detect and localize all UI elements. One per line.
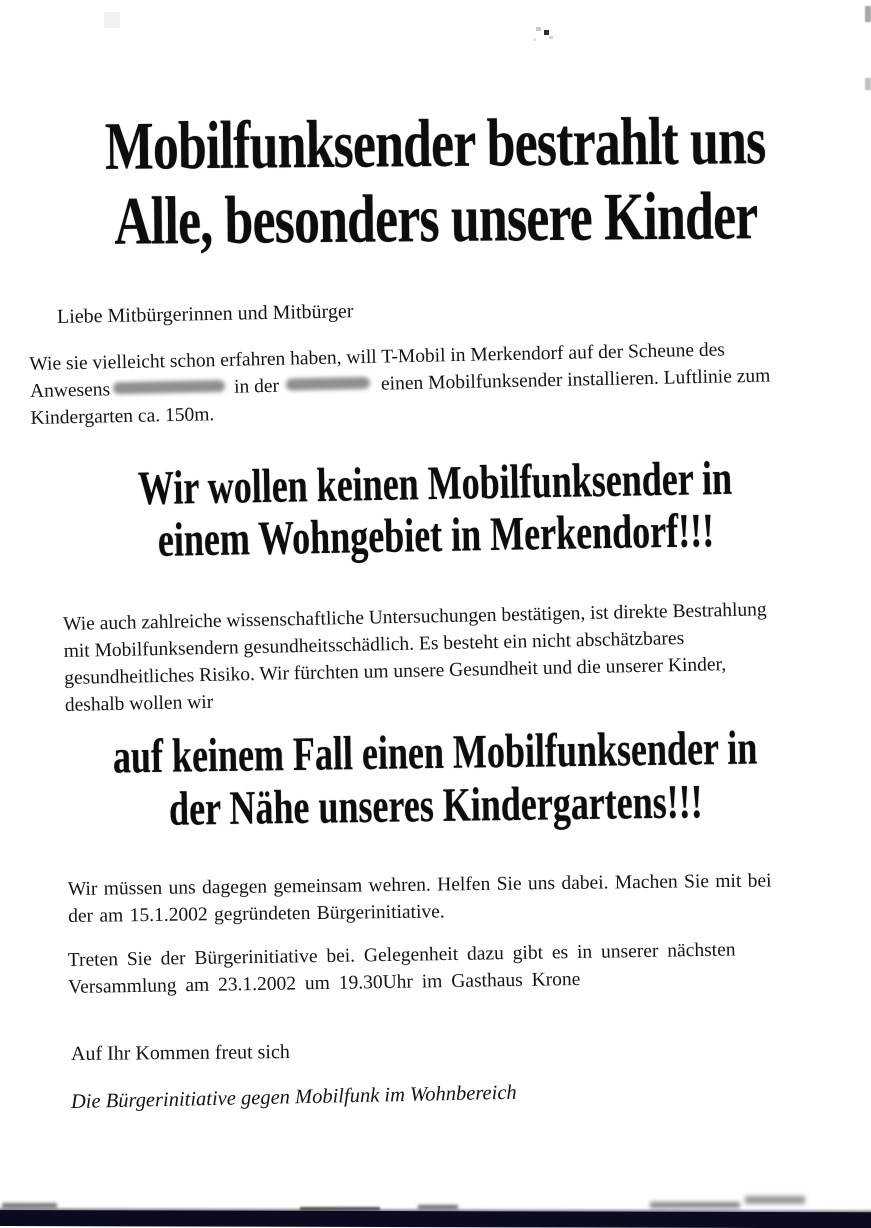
health-risk-line: Wie auch zahlreiche wissenschaftliche Untersuchungen bestätigen, ist direkte Bestrahlung [62, 599, 767, 636]
scan-noise-speck [418, 1205, 458, 1209]
slogan1-line1: Wir wollen keinen Mobilfunksender in [137, 451, 733, 516]
scan-noise-speck [533, 38, 536, 41]
scan-noise-speck [536, 27, 541, 31]
intro-line2-text: in der [233, 375, 280, 398]
scan-edge-mark [865, 6, 871, 22]
appeal-line: der am 15.1.2002 gegründeten Bürgerinitiative. [68, 901, 445, 927]
health-risk-paragraph [63, 596, 769, 719]
main-headline-line2: Alle, besonders unsere Kinder [113, 177, 758, 259]
invitation-line: Treten Sie der Bürgerinitiative bei. Gelegenheit dazu gibt es in unserer nächsten [67, 939, 736, 972]
main-headline [0, 102, 871, 260]
intro-line1: Wie sie vielleicht schon erfahren haben, will T-Mobil in Merkendorf auf der Scheune des [29, 339, 726, 376]
scan-noise-speck [300, 1207, 380, 1210]
intro-line2-text: einen Mobilfunksender installieren. Luftlinie zum [380, 365, 771, 395]
intro-line2-text: Anwesens [29, 379, 111, 402]
invitation-paragraph [68, 937, 737, 1001]
health-risk-line: gesundheitliches Risiko. Wir fürchten um unsere Gesundheit und die unserer Kinder, [64, 654, 727, 689]
main-headline-line1: Mobilfunksender bestrahlt uns [104, 102, 766, 184]
intro-paragraph [29, 336, 771, 432]
scan-noise-speck [549, 36, 553, 39]
slogan2-line2: der Nähe unseres Kindergartens!!! [168, 775, 704, 836]
closing-line: Auf Ihr Kommen freut sich [70, 1041, 290, 1065]
slogan2-line1: auf keinem Fall einen Mobilfunksender in [112, 721, 758, 784]
slogan1-line2: einem Wohngebiet in Merkendorf!!! [157, 504, 715, 567]
salutation: Liebe Mitbürgerinnen und Mitbürger [56, 300, 354, 328]
scan-noise-speck [104, 12, 120, 28]
scan-edge-mark [865, 78, 871, 90]
slogan-no-transmitter-kindergarten [0, 720, 871, 838]
redaction-smudge-name [113, 380, 225, 394]
signature-line: Die Bürgerinitiative gegen Mobilfunk im Wohnbereich [70, 1081, 517, 1113]
scan-noise-speck [650, 1202, 740, 1208]
redaction-smudge-street [286, 377, 370, 391]
appeal-paragraph [68, 867, 772, 930]
scan-noise-speck [745, 1196, 805, 1204]
scan-noise-speck [2, 1203, 57, 1208]
health-risk-line: deshalb wollen wir [64, 691, 214, 716]
scan-bottom-bar [0, 1210, 871, 1228]
health-risk-line: mit Mobilfunksendern gesundheitsschädlich. Es besteht ein nicht abschätzbares [63, 628, 685, 663]
appeal-line: Wir müssen uns dagegen gemeinsam wehren. Helfen Sie uns dabei. Machen Sie mit bei [67, 870, 772, 901]
intro-line3: Kindergarten ca. 150m. [30, 404, 215, 429]
invitation-line: Versammlung am 23.1.2002 um 19.30Uhr im Gasthaus Krone [68, 968, 581, 998]
slogan-no-transmitter-residential [0, 450, 871, 569]
scan-noise-speck [544, 30, 549, 35]
